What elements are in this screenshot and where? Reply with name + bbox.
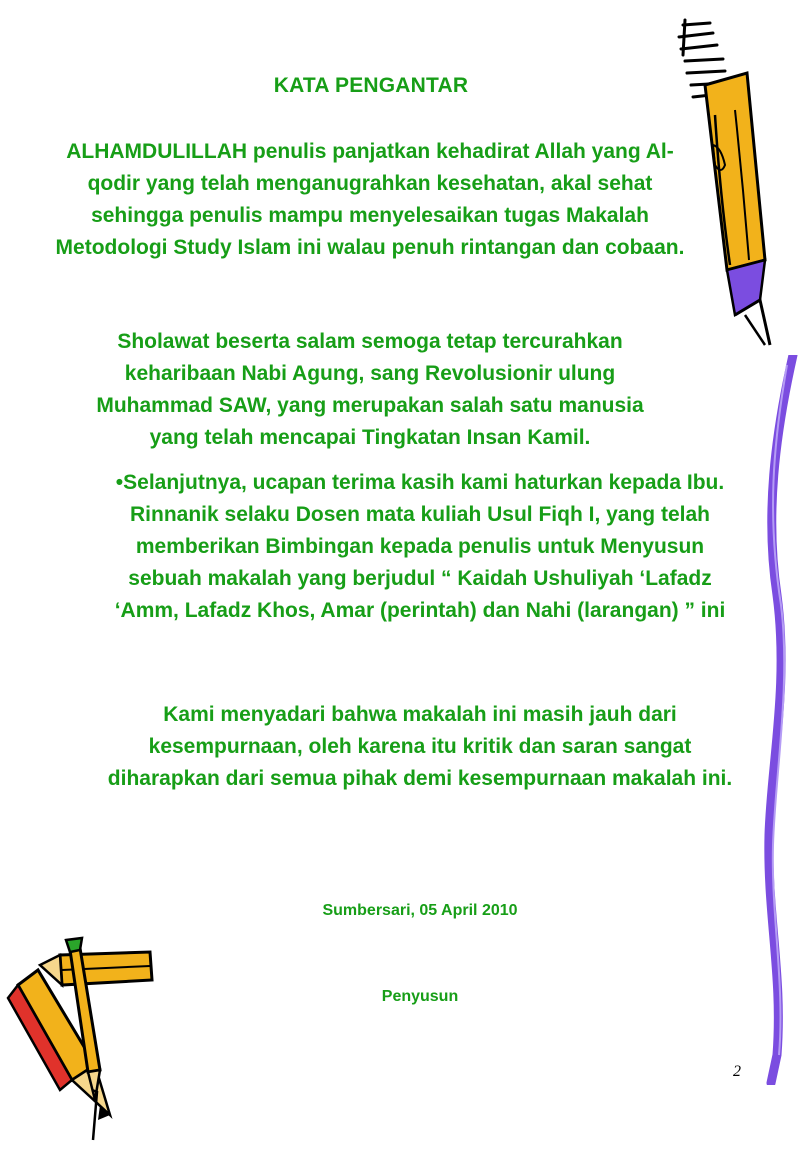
page-number: 2 xyxy=(733,1063,741,1080)
paragraph-sholawat: Sholawat beserta salam semoga tetap tercurahkan keharibaan Nabi Agung, sang Revolusionir ulung Muhammad SAW, yang merupakan salah satu manusia yang telah mencapai Tingkatan Insan Kamil. xyxy=(96,330,644,449)
place-date: Sumbersari, 05 April 2010 xyxy=(322,902,518,919)
ribbon-border-icon xyxy=(755,355,800,1085)
paragraph-opening: ALHAMDULILLAH penulis panjatkan kehadirat Allah yang Al-qodir yang telah menganugrahkan kesehatan, akal sehat sehingga penulis mampu menyelesaikan tugas Makalah Metodologi Study Islam ini walau penuh rintangan dan cobaan. xyxy=(55,140,685,259)
pencils-clipart-icon xyxy=(0,930,165,1145)
author-label: Penyusun xyxy=(381,988,459,1005)
page-title: KATA PENGANTAR xyxy=(273,74,469,97)
paragraph-closing: Kami menyadari bahwa makalah ini masih jauh dari kesempurnaan, oleh karena itu kritik dan saran sangat diharapkan dari semua pihak demi kesempurnaan makalah ini. xyxy=(107,703,733,790)
pencil-clipart-icon xyxy=(665,15,775,350)
paragraph-thanks: •Selanjutnya, ucapan terima kasih kami haturkan kepada Ibu. Rinnanik selaku Dosen mata kuliah Usul Fiqh I, yang telah memberikan Bimbingan kepada penulis untuk Menyusun sebuah makalah yang berjudul “ Kaidah Ushuliyah ‘Lafadz ‘Amm, Lafadz Khos, Amar (perintah) dan Nahi (larangan) ” ini xyxy=(114,471,726,622)
